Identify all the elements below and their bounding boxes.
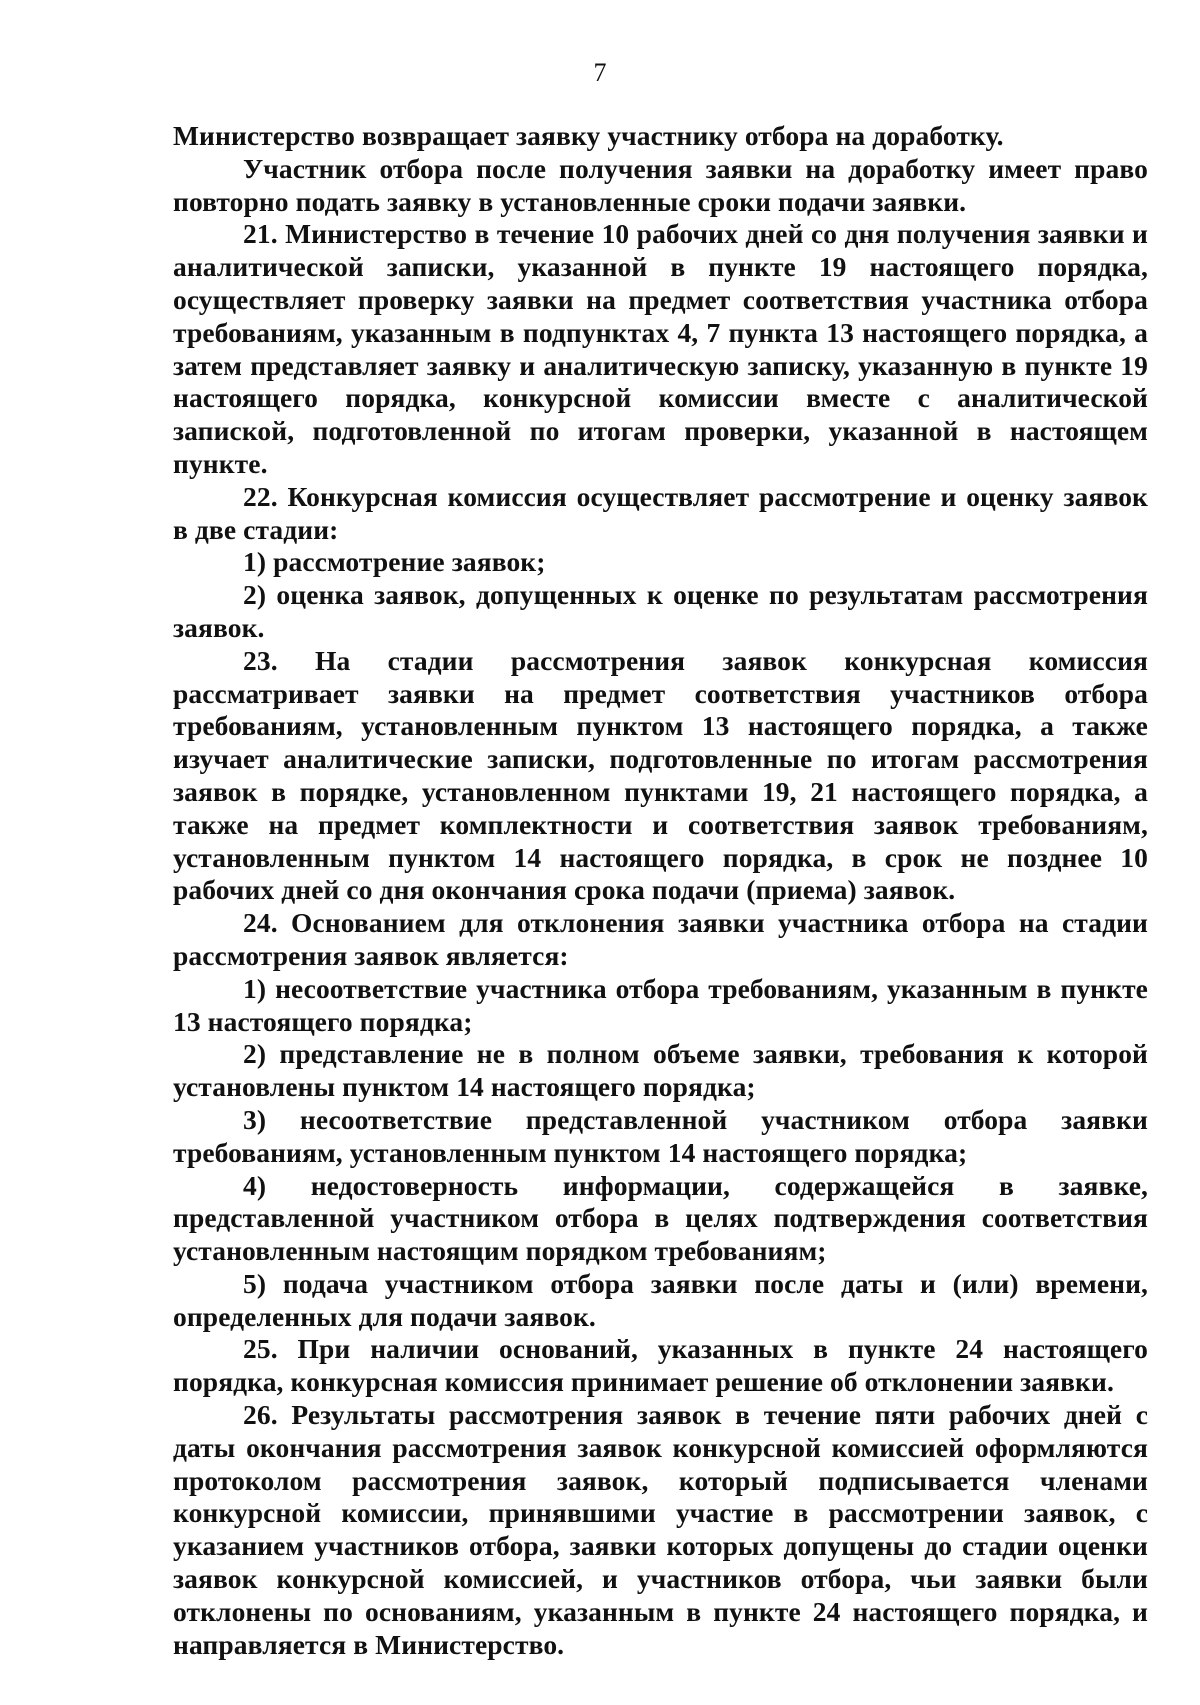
paragraph-24-item-4: 4) недостоверность информации, содержащейся в заявке, представленной участником отбора в целях подтверждения соответствия установленным настоящим порядком требованиям; bbox=[173, 1169, 1148, 1267]
paragraph-24: 24. Основанием для отклонения заявки участника отбора на стадии рассмотрения заявок является: bbox=[173, 907, 1148, 971]
page-number: 7 bbox=[593, 58, 607, 87]
paragraph-24-item-5: 5) подача участником отбора заявки после даты и (или) времени, определенных для подачи заявок. bbox=[173, 1267, 1148, 1332]
paragraph-23: 23. На стадии рассмотрения заявок конкурсная комиссия рассматривает заявки на предмет соответствия участников отбора требованиям, установленным пунктом 13 настоящего порядка, а также изучает аналитические записки, подготовленные по итогам рассмотрения заявок в порядке, установленном пунктами 19, 21 настоящего порядка, а также на предмет комплектности и соответствия заявок требованиям, установленным пунктом 14 настоящего порядка, в срок не позднее 10 рабочих дней со дня окончания срока подачи (приема) заявок. bbox=[173, 644, 1148, 906]
paragraph-24-item-2: 2) представление не в полном объеме заявки, требования к которой установлены пунктом 14 настоящего порядка; bbox=[173, 1038, 1148, 1103]
paragraph-22: 22. Конкурсная комиссия осуществляет рассмотрение и оценку заявок в две стадии: bbox=[173, 480, 1148, 545]
paragraph-24-item-1: 1) несоответствие участника отбора требованиям, указанным в пункте 13 настоящего порядка; bbox=[173, 972, 1148, 1037]
paragraph-26: 26. Результаты рассмотрения заявок в течение пяти рабочих дней с даты окончания рассмотрения заявок конкурсной комиссией оформляются протоколом рассмотрения заявок, который подписывается членами конкурсной комиссии, принявшими участие в рассмотрении заявок, с указанием участников отбора, заявки которых допущены до стадии оценки заявок конкурсной комиссией, и участников отбора, чьи заявки были отклонены по основаниям, указанным в пункте 24 настоящего порядка, и направляется в Министерство. bbox=[173, 1399, 1148, 1660]
paragraph-continuation: Министерство возвращает заявку участнику отбора на доработку. bbox=[173, 120, 1004, 151]
paragraph-25: 25. При наличии оснований, указанных в пункте 24 настоящего порядка, конкурсная комиссия принимает решение об отклонении заявки. bbox=[173, 1333, 1148, 1398]
paragraph-24-item-3: 3) несоответствие представленной участником отбора заявки требованиям, установленным пунктом 14 настоящего порядка; bbox=[173, 1103, 1148, 1168]
document-body bbox=[173, 120, 1148, 1661]
paragraph-21: 21. Министерство в течение 10 рабочих дней со дня получения заявки и аналитической записки, указанной в пункте 19 настоящего порядка, осуществляет проверку заявки на предмет соответствия участника отбора требованиям, указанным в подпунктах 4, 7 пункта 13 настоящего порядка, а затем представляет заявку и аналитическую записку, указанную в пункте 19 настоящего порядка, конкурсной комиссии вместе с аналитической запиской, подготовленной по итогам проверки, указанной в настоящем пункте. bbox=[173, 218, 1148, 479]
paragraph-resubmission: Участник отбора после получения заявки на доработку имеет право повторно подать заявку в установленные сроки подачи заявки. bbox=[173, 152, 1148, 217]
paragraph-22-item-2: 2) оценка заявок, допущенных к оценке по результатам рассмотрения заявок. bbox=[173, 579, 1148, 643]
paragraph-22-item-1: 1) рассмотрение заявок; bbox=[243, 546, 546, 578]
